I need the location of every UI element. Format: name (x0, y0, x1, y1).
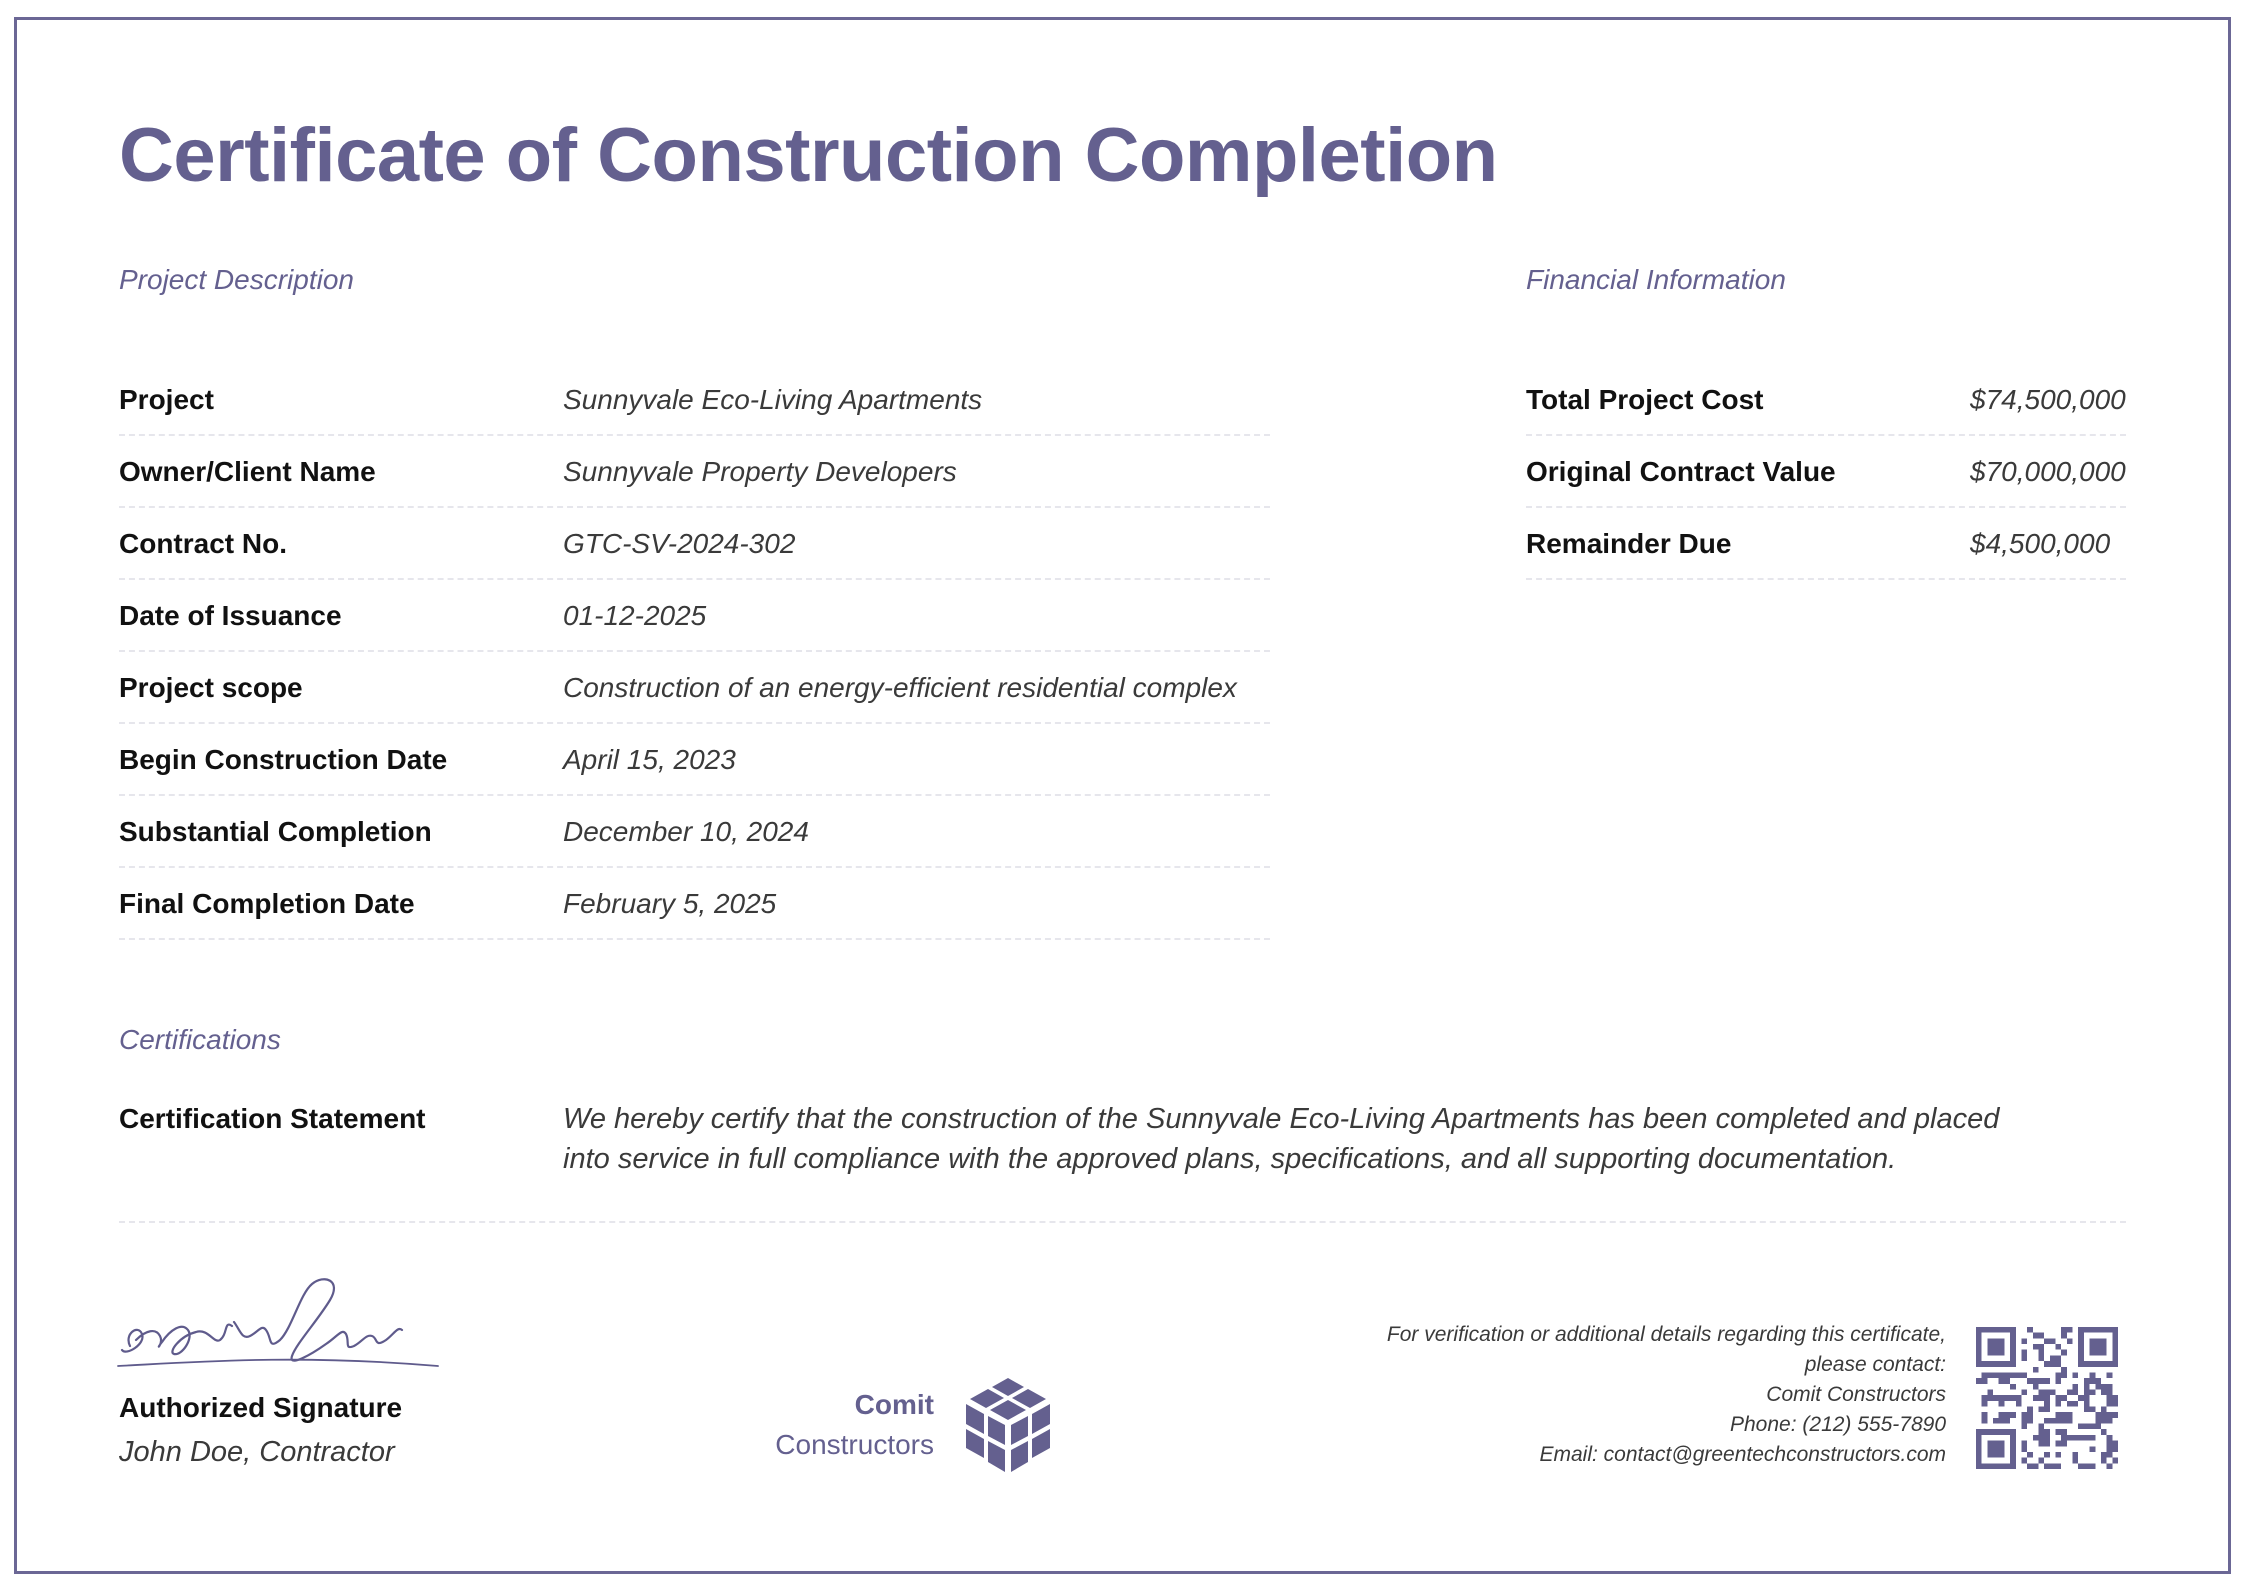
certification-statement-text: We hereby certify that the construction of the Sunnyvale Eco-Living Apartments has been completed and placed into service in full compliance with the approved plans, specifications, and all supporting documentation. (563, 1103, 2000, 1175)
project-section-heading: Project Description (119, 264, 354, 295)
detail-value: Sunnyvale Eco-Living Apartments (563, 384, 983, 415)
certificate-title: Certificate of Construction Completion (119, 113, 1498, 198)
contact-line: Email: contact@greentechconstructors.com (1539, 1443, 1946, 1466)
detail-label: Total Project Cost (1526, 384, 1764, 415)
detail-value: December 10, 2024 (563, 816, 809, 847)
company-name-line2: Constructors (775, 1429, 934, 1460)
certifications-heading: Certifications (119, 1024, 281, 1055)
detail-value: $74,500,000 (1970, 384, 2126, 415)
detail-value: GTC-SV-2024-302 (563, 528, 796, 559)
detail-row (119, 652, 1270, 724)
section-divider (119, 1221, 2126, 1223)
detail-row (119, 796, 1270, 868)
detail-row (1526, 436, 2126, 508)
detail-label: Original Contract Value (1526, 456, 1836, 487)
detail-value: $70,000,000 (1970, 456, 2126, 487)
authorized-signature-label: Authorized Signature (119, 1392, 403, 1423)
financial-details-list (1526, 364, 2126, 580)
cube-logo-icon (958, 1376, 1058, 1476)
detail-value: April 15, 2023 (563, 744, 736, 775)
contact-line: please contact: (1804, 1353, 1946, 1376)
detail-label: Project (119, 384, 214, 415)
detail-label: Project scope (119, 672, 303, 703)
detail-label: Date of Issuance (119, 600, 342, 631)
detail-row (119, 868, 1270, 940)
detail-label: Begin Construction Date (119, 744, 448, 775)
detail-label: Contract No. (119, 528, 287, 559)
detail-value: Construction of an energy-efficient residential complex (563, 672, 1237, 703)
certification-statement-label: Certification Statement (119, 1103, 426, 1134)
detail-row (119, 436, 1270, 508)
detail-label: Remainder Due (1526, 528, 1732, 559)
detail-label: Substantial Completion (119, 816, 432, 847)
detail-row (119, 508, 1270, 580)
qr-code-icon (1976, 1327, 2118, 1469)
detail-row (119, 580, 1270, 652)
detail-row (119, 364, 1270, 436)
project-details-list (119, 364, 1270, 940)
contact-line: For verification or additional details regarding this certificate, (1386, 1323, 1946, 1346)
detail-value: Sunnyvale Property Developers (563, 456, 957, 487)
contact-line: Comit Constructors (1766, 1383, 1946, 1406)
signatory-name: John Doe, Contractor (119, 1436, 395, 1468)
detail-row (119, 724, 1270, 796)
handwritten-signature (116, 1270, 446, 1385)
detail-row (1526, 364, 2126, 436)
detail-label: Final Completion Date (119, 888, 415, 919)
detail-value: 01-12-2025 (563, 600, 707, 631)
contact-line: Phone: (212) 555-7890 (1730, 1413, 1946, 1436)
financial-section-heading: Financial Information (1526, 264, 1786, 295)
company-name-line1: Comit (854, 1389, 934, 1420)
contact-block (1250, 1320, 1946, 1470)
detail-value: $4,500,000 (1970, 528, 2111, 559)
detail-label: Owner/Client Name (119, 456, 376, 487)
detail-row (1526, 508, 2126, 580)
detail-value: February 5, 2025 (563, 888, 777, 919)
